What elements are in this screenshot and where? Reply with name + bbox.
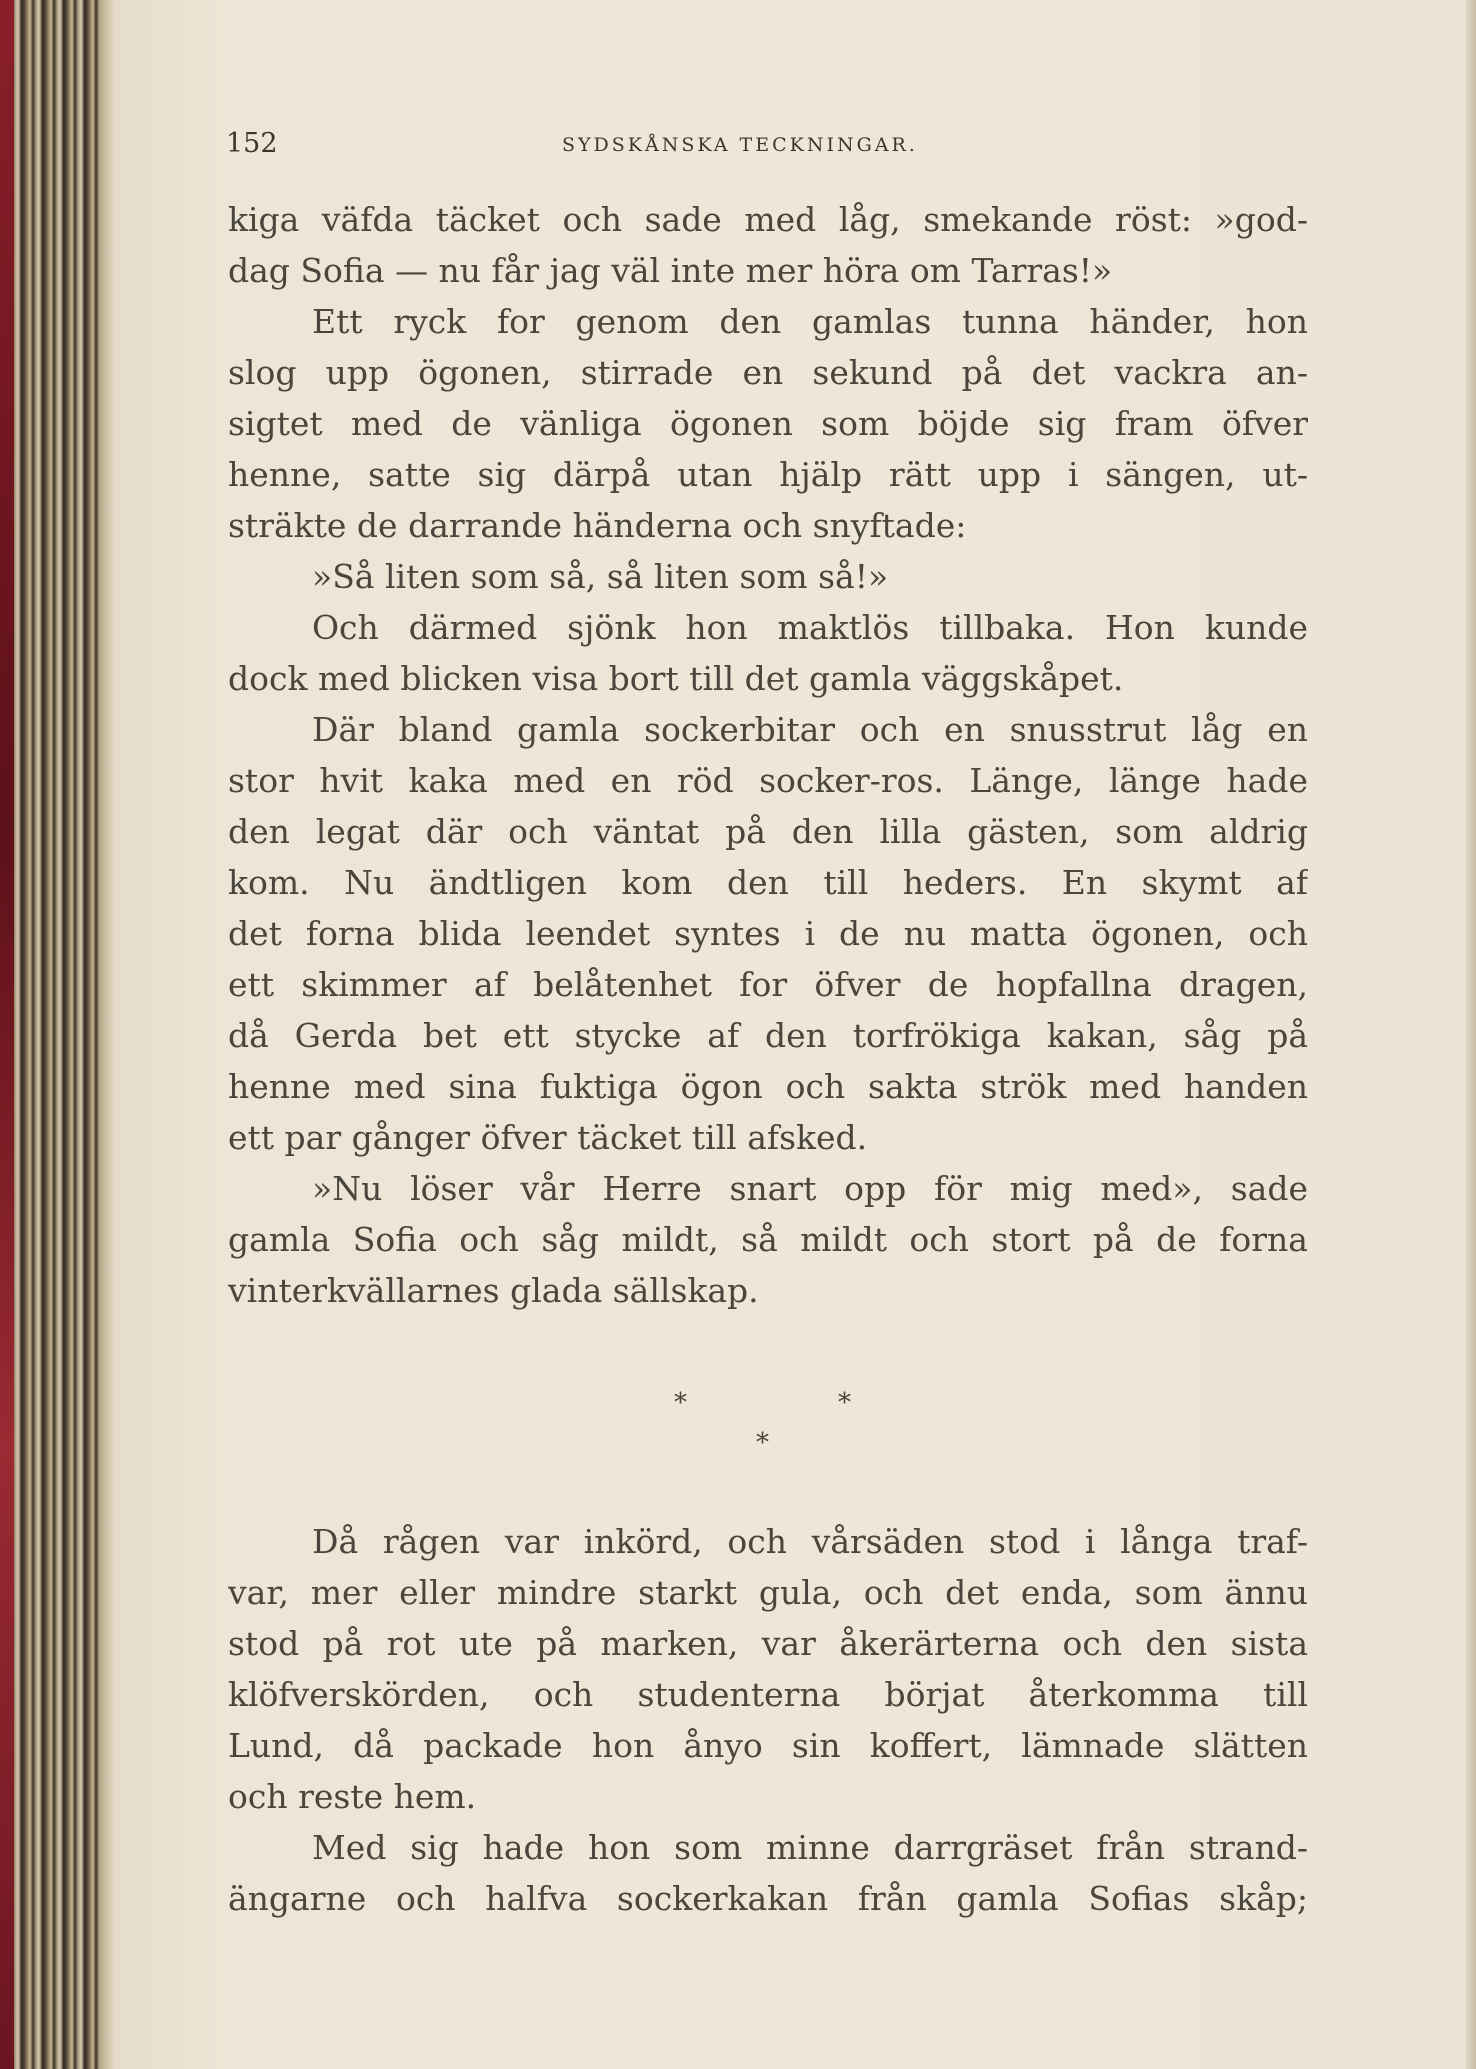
text-line: dock med blicken visa bort till det gamla väggskåpet. (228, 659, 1124, 698)
text-line: gamla Sofia och såg mildt, så mildt och stort på de forna (228, 1220, 1308, 1259)
text-line: dag Sofia — nu får jag väl inte mer höra om Tarras!» (228, 251, 1113, 290)
running-head (226, 128, 1306, 168)
text-line: ett skimmer af belåtenhet for öfver de hopfallna dragen, (228, 965, 1308, 1004)
text-line: ängarne och halfva sockerkakan från gamla Sofias skåp; (228, 1879, 1308, 1918)
section-break (228, 1384, 1308, 1488)
text-line: henne, satte sig därpå utan hjälp rätt upp i sängen, ut- (228, 455, 1308, 494)
text-line: ett par gånger öfver täcket till afsked. (228, 1118, 868, 1157)
text-line: stod på rot ute på marken, var åkerärterna och den sista (228, 1624, 1308, 1663)
book-spine (0, 0, 100, 2069)
text-line: sigtet med de vänliga ögonen som böjde sig fram öfver (228, 404, 1308, 443)
asterism-mark: * (838, 1388, 851, 1418)
text-line: den legat där och väntat på den lilla gästen, som aldrig (228, 812, 1308, 851)
text-line: klöfverskörden, och studenterna börjat återkomma till (228, 1675, 1308, 1714)
text-line: Och därmed sjönk hon maktlös tillbaka. Hon kunde (312, 608, 1308, 647)
text-line: Då rågen var inkörd, och vårsäden stod i långa traf- (312, 1522, 1308, 1561)
text-line: kom. Nu ändtligen kom den till heders. En skymt af (228, 863, 1308, 902)
text-line: det forna blida leendet syntes i de nu matta ögonen, och (228, 914, 1308, 953)
text-line: kiga väfda täcket och sade med låg, smekande röst: »god- (228, 200, 1308, 239)
page-gutter (100, 0, 114, 2069)
text-line: Ett ryck for genom den gamlas tunna händer, hon (312, 302, 1308, 341)
text-line: Lund, då packade hon ånyo sin koffert, lämnade slätten (228, 1726, 1308, 1765)
text-line: var, mer eller mindre starkt gula, och det enda, som ännu (228, 1573, 1308, 1612)
text-line: Med sig hade hon som minne darrgräset från strand- (312, 1828, 1308, 1867)
text-line: och reste hem. (228, 1777, 477, 1816)
binding-cloth (0, 0, 14, 2069)
section-gap (228, 1316, 1308, 1384)
text-line: vinterkvällarnes glada sällskap. (228, 1271, 759, 1310)
text-line: Där bland gamla sockerbitar och en snusstrut låg en (312, 710, 1308, 749)
text-line: »Nu löser vår Herre snart opp för mig med», sade (312, 1169, 1308, 1208)
text-line: »Så liten som så, så liten som så!» (312, 557, 889, 596)
asterism-mark: * (756, 1428, 769, 1458)
text-line: sträkte de darrande händerna och snyftade: (228, 506, 967, 545)
page-number: 152 (226, 128, 278, 159)
running-title: SYDSKÅNSKA TECKNINGAR. (562, 134, 918, 156)
text-line: henne med sina fuktiga ögon och sakta strök med handen (228, 1067, 1308, 1106)
text-line: stor hvit kaka med en röd socker-ros. Länge, länge hade (228, 761, 1308, 800)
text-line: slog upp ögonen, stirrade en sekund på det vackra an- (228, 353, 1308, 392)
page-right-edge (1466, 0, 1476, 2069)
asterism-mark: * (674, 1388, 687, 1418)
body-text (228, 194, 1308, 1924)
text-line: då Gerda bet ett stycke af den torfrökiga kakan, såg på (228, 1016, 1308, 1055)
section-gap (228, 1488, 1308, 1516)
